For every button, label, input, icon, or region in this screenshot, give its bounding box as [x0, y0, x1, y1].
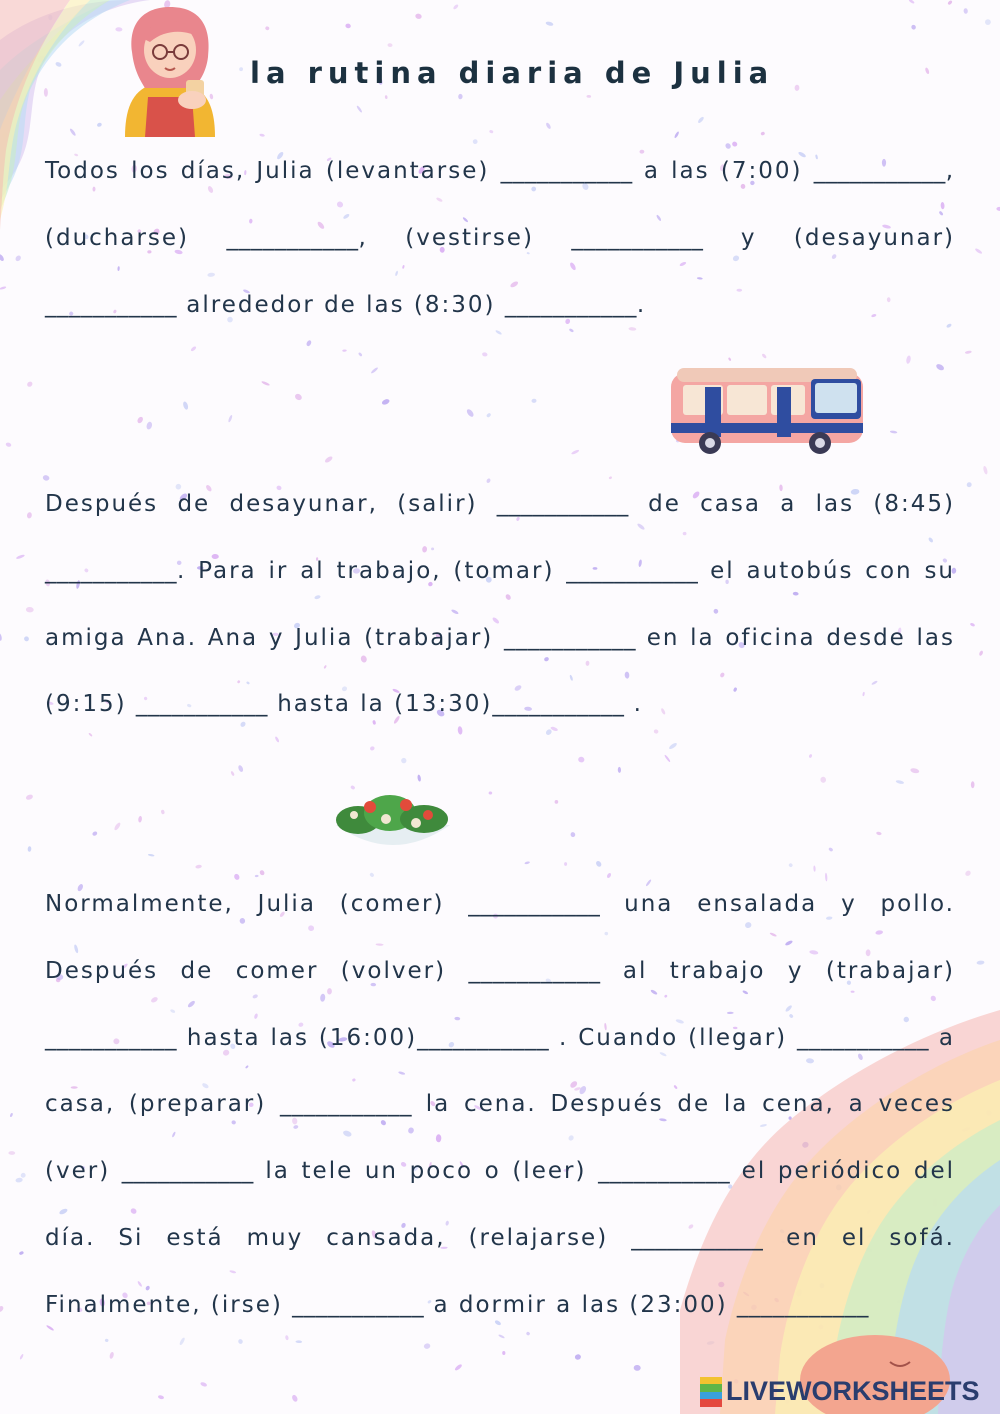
- confetti-dot: [19, 1354, 24, 1360]
- confetti-dot: [138, 816, 143, 823]
- confetti-dot: [788, 863, 793, 868]
- confetti-dot: [974, 248, 982, 255]
- confetti-dot: [345, 23, 351, 29]
- confetti-dot: [935, 363, 945, 372]
- confetti-dot: [324, 455, 333, 463]
- paragraph-text: Todos los días, Julia (levantarse): [45, 158, 501, 184]
- confetti-dot: [195, 864, 202, 869]
- confetti-dot: [136, 416, 144, 424]
- confetti-dot: [105, 1338, 109, 1342]
- paragraph-text: la cena. Después de la cena, a veces (ver): [45, 1091, 955, 1185]
- confetti-dot: [554, 800, 558, 804]
- confetti-dot: [158, 1395, 165, 1400]
- confetti-dot: [237, 1338, 243, 1344]
- confetti-dot: [239, 67, 243, 71]
- confetti-dot: [971, 781, 975, 788]
- confetti-dot: [502, 1351, 505, 1355]
- confetti-dot: [965, 350, 972, 354]
- confetti-dot: [228, 414, 233, 422]
- paragraph-text: .: [624, 691, 643, 718]
- confetti-dot: [486, 412, 492, 418]
- confetti-dot: [970, 622, 976, 627]
- confetti-dot: [545, 21, 554, 27]
- paragraph-text: . Cuando (llegar): [549, 1024, 798, 1051]
- confetti-dot: [618, 767, 621, 773]
- paragraph-text: , (vestirse): [358, 224, 572, 251]
- salad-bowl-illustration: [328, 785, 458, 855]
- paragraph-text: hasta las (16:00): [177, 1024, 418, 1051]
- confetti-dot: [190, 346, 197, 352]
- answer-blank: ___________: [45, 557, 177, 584]
- paragraph-text: en el sofá. Finalmente, (irse): [45, 1224, 955, 1318]
- confetti-dot: [911, 24, 917, 30]
- answer-blank: ___________: [813, 158, 946, 184]
- confetti-dot: [26, 512, 32, 519]
- answer-blank: ___________: [566, 557, 699, 584]
- confetti-dot: [0, 286, 7, 290]
- answer-blank: ___________: [571, 224, 704, 251]
- paragraph-text: al trabajo y (trabajar): [600, 957, 955, 984]
- confetti-dot: [387, 43, 392, 47]
- confetti-dot: [466, 408, 475, 418]
- confetti-dot: [5, 442, 12, 448]
- paragraph-text: a dormir a las (23:00): [424, 1291, 737, 1318]
- girl-with-coffee-illustration: [110, 2, 230, 142]
- confetti-dot: [795, 85, 800, 91]
- answer-blank: ___________: [468, 891, 601, 917]
- confetti-dot: [294, 393, 303, 402]
- paragraph-text: Después de desayunar, (salir): [45, 491, 497, 517]
- paragraph-text: a las (7:00): [632, 158, 814, 184]
- confetti-dot: [148, 854, 155, 857]
- confetti-dot: [8, 1151, 15, 1155]
- confetti-dot: [963, 8, 968, 14]
- confetti-dot: [417, 774, 421, 781]
- confetti-dot: [983, 466, 989, 475]
- answer-blank: ___________: [121, 1158, 254, 1185]
- confetti-dot: [0, 633, 2, 641]
- paragraph-text: el autobús con su amiga Ana. Ana y Julia (trabajar): [45, 557, 956, 651]
- confetti-dot: [161, 809, 166, 814]
- confetti-dot: [358, 352, 363, 357]
- confetti-dot: [895, 780, 904, 785]
- confetti-dot: [908, 0, 915, 4]
- paragraph-text: y (desayunar): [703, 224, 955, 251]
- confetti-dot: [808, 754, 812, 759]
- confetti-dot: [400, 757, 407, 764]
- paragraph-text: a casa, (preparar): [45, 1024, 955, 1118]
- confetti-dot: [230, 771, 235, 777]
- answer-blank: ___________: [45, 1024, 177, 1051]
- paragraph-text: hasta la (13:30): [267, 691, 493, 718]
- confetti-dot: [820, 776, 827, 783]
- confetti-dot: [996, 207, 1000, 211]
- answer-blank: ___________: [226, 224, 359, 251]
- confetti-dot: [488, 791, 492, 795]
- confetti-dot: [571, 449, 580, 455]
- answer-blank: ___________: [797, 1024, 930, 1051]
- paragraph-text: en la oficina desde las (9:15): [45, 624, 956, 718]
- confetti-dot: [381, 398, 390, 406]
- paragraph-text: Normalmente, Julia (comer): [45, 891, 469, 917]
- confetti-dot: [0, 1305, 4, 1313]
- confetti-dot: [564, 862, 567, 866]
- confetti-dot: [924, 67, 929, 74]
- confetti-dot: [761, 353, 767, 359]
- confetti-dot: [728, 357, 732, 361]
- confetti-dot: [876, 831, 882, 835]
- answer-blank: ___________: [468, 957, 601, 984]
- confetti-dot: [906, 355, 912, 364]
- paragraph-text: .: [636, 291, 647, 318]
- paragraph-text: una ensalada y pollo. Después de comer (volver): [45, 891, 955, 984]
- confetti-dot: [265, 26, 270, 31]
- confetti-dot: [985, 19, 991, 25]
- confetti-dot: [668, 742, 678, 750]
- confetti-dot: [570, 831, 576, 837]
- confetti-dot: [454, 1363, 463, 1371]
- confetti-dot: [369, 746, 375, 751]
- confetti-dot: [291, 1394, 298, 1403]
- confetti-dot: [109, 1352, 115, 1360]
- liveworksheets-brand: LIVEWORKSHEETS: [726, 1376, 980, 1406]
- paragraph-text: de casa a las (8:45): [628, 491, 955, 517]
- confetti-dot: [370, 367, 378, 375]
- confetti-dot: [16, 554, 25, 560]
- confetti-dot: [415, 13, 422, 19]
- confetti-dot: [664, 754, 671, 762]
- confetti-dot: [964, 870, 972, 877]
- paragraph-work: [45, 471, 955, 738]
- paragraph-text: , (ducharse): [45, 158, 955, 251]
- confetti-dot: [26, 381, 33, 388]
- bus-illustration: [665, 365, 870, 460]
- paragraph-morning: [45, 138, 955, 338]
- answer-blank: ___________: [417, 1024, 550, 1051]
- confetti-dot: [25, 794, 33, 801]
- confetti-dot: [261, 380, 270, 386]
- answer-blank: ___________: [631, 1224, 764, 1251]
- confetti-dot: [545, 122, 551, 130]
- answer-blank: ___________: [504, 291, 637, 318]
- confetti-dot: [524, 861, 530, 865]
- worksheet-title: la rutina diaria de Julia: [250, 56, 775, 90]
- answer-blank: ___________: [135, 691, 268, 718]
- confetti-dot: [458, 94, 463, 100]
- confetti-dot: [14, 254, 22, 262]
- confetti-dot: [200, 1381, 208, 1387]
- paragraph-text: el periódico del día. Si está muy cansada, (relajarse): [45, 1158, 955, 1251]
- confetti-dot: [15, 1177, 23, 1183]
- confetti-dot: [26, 607, 34, 613]
- answer-blank: ___________: [736, 1291, 869, 1318]
- confetti-dot: [0, 253, 5, 262]
- confetti-dot: [23, 635, 30, 642]
- confetti-dot: [489, 129, 494, 133]
- answer-blank: ___________: [504, 624, 636, 651]
- liveworksheets-logo-icon: [700, 1377, 722, 1407]
- confetti-dot: [966, 481, 973, 488]
- confetti-dot: [595, 860, 603, 868]
- confetti-dot: [453, 4, 460, 10]
- confetti-dot: [976, 960, 984, 965]
- confetti-dot: [828, 847, 833, 852]
- confetti-dot: [20, 1172, 27, 1179]
- answer-blank: ___________: [496, 491, 629, 517]
- answer-blank: ___________: [292, 1291, 425, 1318]
- confetti-dot: [113, 822, 121, 831]
- confetti-dot: [342, 349, 347, 352]
- answer-blank: ___________: [45, 291, 177, 318]
- confetti-dot: [531, 398, 536, 403]
- confetti-dot: [890, 430, 898, 434]
- answer-blank: ___________: [598, 1158, 731, 1185]
- confetti-dot: [356, 105, 363, 113]
- answer-blank: ___________: [492, 691, 625, 718]
- confetti-dot: [295, 1340, 302, 1343]
- confetti-dot: [385, 95, 388, 99]
- confetti-dot: [586, 95, 591, 98]
- liveworksheets-footer: [700, 1376, 980, 1407]
- confetti-dot: [259, 133, 265, 137]
- answer-blank: ___________: [279, 1091, 412, 1118]
- confetti-dot: [237, 765, 244, 773]
- confetti-dot: [697, 116, 705, 124]
- confetti-dot: [306, 339, 313, 346]
- paragraph-afternoon-evening: [45, 871, 955, 1339]
- confetti-dot: [947, 0, 953, 5]
- confetti-dot: [27, 846, 31, 852]
- paragraph-text: la tele un poco o (leer): [253, 1158, 599, 1185]
- confetti-dot: [10, 1113, 14, 1118]
- confetti-dot: [578, 756, 585, 763]
- paragraph-text: . Para ir al trabajo, (tomar): [177, 557, 567, 584]
- confetti-dot: [910, 767, 920, 774]
- confetti-dot: [979, 650, 984, 656]
- confetti-dot: [634, 1365, 641, 1371]
- confetti-dot: [92, 831, 98, 837]
- confetti-dot: [19, 1251, 25, 1256]
- confetti-dot: [182, 401, 189, 410]
- confetti-dot: [423, 1343, 430, 1350]
- paragraph-text: alrededor de las (8:30): [177, 291, 505, 318]
- answer-blank: ___________: [500, 158, 633, 184]
- confetti-dot: [760, 131, 765, 136]
- confetti-dot: [575, 1354, 582, 1360]
- confetti-dot: [146, 421, 153, 430]
- confetti-dot: [482, 352, 488, 357]
